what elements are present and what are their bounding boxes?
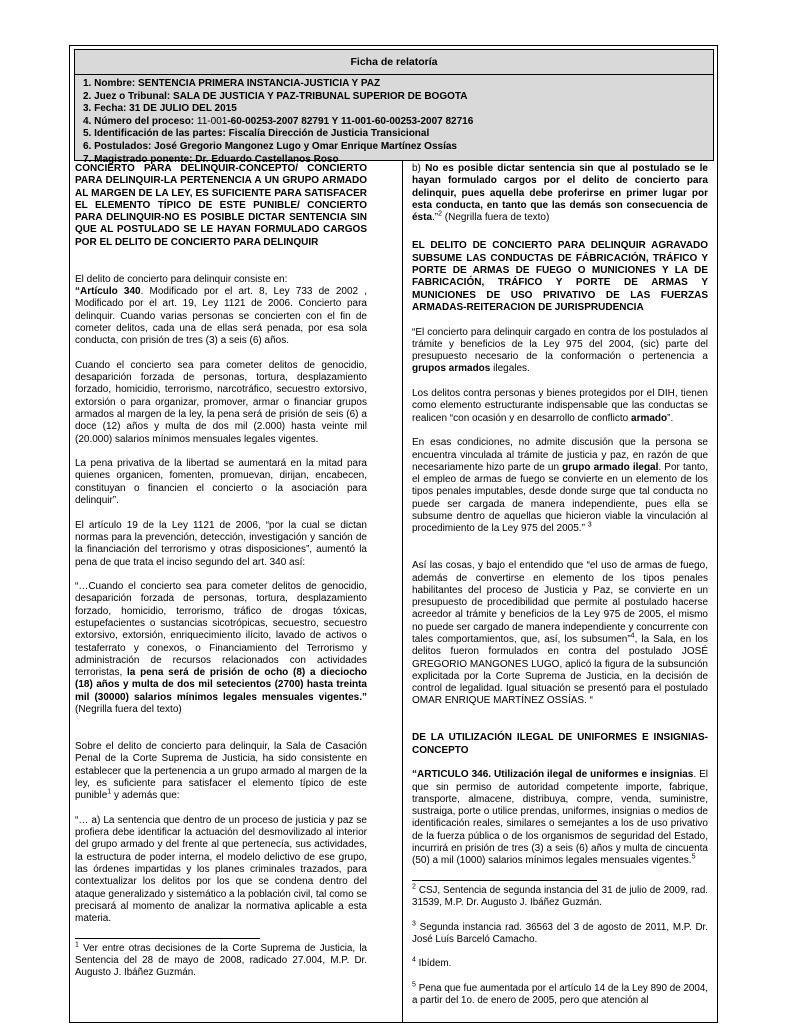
footnote-text: Ibídem. xyxy=(415,958,452,970)
field-value: SALA DE JUSTICIA Y PAZ-TRIBUNAL SUPERIOR DE BOGOTA xyxy=(173,90,468,102)
bold-text: grupo armado ilegal xyxy=(562,461,659,473)
field-label: 1. Nombre: xyxy=(83,78,139,89)
field-value: 31 DE JULIO DEL 2015 xyxy=(129,103,237,115)
text: “El concierto para delinquir cargado en contra de los postulados al trámite y beneficios de la Ley 975 del 2004, (sic) parte del presupuesto necesario de la conformación o pertenencia a xyxy=(412,326,708,363)
field-numero-proceso xyxy=(83,116,707,129)
field-partes xyxy=(83,128,707,141)
footnote-number: 3 xyxy=(412,920,416,928)
field-label: 5. Identificación de las partes: xyxy=(83,128,229,140)
paragraph-b xyxy=(412,163,708,224)
field-nombre xyxy=(83,78,707,91)
footnote-text: Segunda instancia rad. 36563 del 3 de agosto de 2011, M.P. Dr. José Luís Barceló Camacho. xyxy=(412,921,708,945)
footnote-4 xyxy=(412,958,708,970)
field-fecha xyxy=(83,103,707,116)
section-heading-agravado: EL DELITO DE CONCIERTO PARA DELINQUIR AGRAVADO SUBSUME LAS CONDUCTAS DE FÁBRICACIÓN, TRÁFICO Y PORTE DE ARMAS DE FUEGO O MUNICIONES Y LA DE FABRICACIÓN, TRÁFICO Y PORTE DE ARMAS Y MUNICIONES DE USO PRIVATIVO DE LAS FUERZAS ARMADAS-REITERACION DE JURISPRUDENCIA xyxy=(412,240,708,313)
footnote-2 xyxy=(412,885,708,909)
footnote-1 xyxy=(75,943,367,980)
text: “…Cuando el concierto sea para cometer delitos de genocidio, desaparición forzada de personas, tortura, desplazamiento forzado, homicidio, terrorismo, tráfico de drogas tóxicas, estupefacientes o sustancias sicotrópicas, secuestro, secuestro extorsivo, extorsión, enriquecimiento ilícito, lavado de activos o testaferrato y conexos, o Financiamiento del Terrorismo y administración de recursos relacionados con actividades terroristas, xyxy=(75,581,367,679)
field-value: SENTENCIA PRIMERA INSTANCIA-JUSTICIA Y PAZ xyxy=(138,78,381,89)
header-fields xyxy=(83,78,707,166)
field-value-prefix: 11-001 xyxy=(196,115,228,127)
section-heading-uniformes: DE LA UTILIZACIÓN ILEGAL DE UNIFORMES E INSIGNIAS-CONCEPTO xyxy=(412,732,708,756)
footnote-text: Ver entre otras decisiones de la Corte Suprema de Justicia, la Sentencia del 28 de mayo de 2008, radicado 27.004, M.P. Dr. Augusto J. Ibáñez Guzmán. xyxy=(75,942,367,979)
text: En esas condiciones, no admite discusión que la persona se encuentra vinculada al trámite de justicia y paz, en razón de que necesariamente hizo parte de un xyxy=(412,437,708,473)
paragraph xyxy=(412,388,708,425)
text: b) xyxy=(412,163,426,174)
paragraph: El delito de concierto para delinquir consiste en: xyxy=(75,273,288,285)
field-label: 4. Número del proceso: xyxy=(83,115,197,127)
relatoria-header-box xyxy=(74,49,714,165)
footnote-text: CSJ, Sentencia de segunda instancia del 31 de julio de 2009, rad. 31539, M.P. Dr. Augusto J. Ibáñez Guzmán. xyxy=(412,884,708,909)
field-label: 3. Fecha: xyxy=(83,103,130,115)
header-divider xyxy=(75,74,713,75)
footnote-3 xyxy=(412,922,708,946)
paragraph: “… a) La sentencia que dentro de un proceso de justicia y paz se profiera debe identificar la actuación del desmovilizado al interior del grupo armado y del frente al que pertenecía, sus actividades, la estructura de poder interna, el modelo delictivo de ese grupo, las órdenes impartidas y los planes criminales trazados, para contextualizar los delitos por los que se condena dentro del ataque generalizado y sistemático a la población civil, tal como se precisará al momento de analizar la normativa aplicable a esta materia. xyxy=(75,814,367,925)
paragraph-articulo-340 xyxy=(75,286,367,347)
footnote-separator xyxy=(412,880,597,881)
field-value: José Gregorio Mangonez Lugo y Omar Enrique Martínez Ossías xyxy=(154,140,457,152)
paragraph xyxy=(75,741,367,802)
text: Así las cosas, y bajo el entendido que “el uso de armas de fuego, además de convertirse en elemento de los tipos penales habilitantes del proceso de Justicia y Paz, se convierte en un presupuesto de procedibilidad que permite al postulado hacerse acreedor al trámite y beneficios de la Ley 975 de 2005, el mismo no puede ser cargado de manera independiente y concurrente con tales comportamientos, que, así, los subsumen” xyxy=(412,560,708,645)
header-title: Ficha de relatoría xyxy=(350,56,438,68)
footnote-separator xyxy=(75,938,260,939)
footnote-ref[interactable]: 1 xyxy=(107,788,112,796)
text: (Negrilla fuera del texto) xyxy=(75,704,182,716)
paragraph: Cuando el concierto sea para cometer delitos de genocidio, desaparición forzada de personas, tortura, desplazamiento forzado, homicidio, terrorismo, narcotráfico, secuestro extorsivo, extorsión o para organizar, promover, armar o financiar grupos armados al margen de la ley, la pena será de prisión de seis (6) a doce (12) años y multa de dos mil (2.000) hasta veinte mil (20.000) salarios mínimos mensuales legales vigentes. xyxy=(75,359,367,445)
text: . Modificado por el art. 8, Ley 733 de 2002 , Modificado por el art. 19, Ley 1121 de 2006. Concierto para delinquir. Cuando varias personas se concierten con el fin de cometer delitos, cada una de ellas será penada, por esa sola conducta, con prisión de tres (3) a seis (6) años. xyxy=(75,285,367,347)
bold-text: grupos armados xyxy=(412,363,491,375)
text: y además que: xyxy=(111,790,180,802)
left-column xyxy=(75,163,367,992)
footnote-text: Pena que fue aumentada por el artículo 14 de la Ley 890 de 2004, a partir del 1o. de enero de 2005, pero que atención al xyxy=(412,982,708,1007)
paragraph: El artículo 19 de la Ley 1121 de 2006, “por la cual se dictan normas para la prevención, detección, investigación y sanción de la financiación del terrorismo y otras disposiciones”, aumentó la pena de que trata el inciso segundo del art. 340 así: xyxy=(75,519,367,568)
field-value: Dr. Eduardo Castellanos Roso xyxy=(195,153,339,165)
paragraph: La pena privativa de la libertad se aumentará en la mitad para quienes organicen, fomenten, promuevan, dirijan, encabecen, constituyan o financien el concierto o la asociación para delinquir”. xyxy=(75,458,367,507)
paragraph-articulo-346 xyxy=(412,769,708,867)
bold-text: armado xyxy=(631,412,668,424)
text: ”. xyxy=(667,412,674,424)
text: . El que sin permiso de autoridad competente importe, fabrique, transporte, almacene, distribuya, compre, venda, suministre, sustraiga, porte o utilice prendas, uniformes, insignias o medios de identificación reales, similares o semejantes a los de uso privativo de la fuerza pública o de los organismos de seguridad del Estado, incurrirá en prisión de tres (3) a seis (6) años y multa de cincuenta (50) a mil (1000) salarios mínimos legales mensuales vigentes. xyxy=(412,769,708,867)
paragraph xyxy=(412,327,708,376)
field-value: Fiscalía Dirección de Justicia Transicional xyxy=(228,128,430,140)
footnote-ref[interactable]: 4 xyxy=(630,632,635,640)
text: .” xyxy=(432,212,439,224)
text: Los delitos contra personas y bienes protegidos por el DIH, tienen como elemento estructurante indispensable que las conductas se realicen “con ocasión y en desarrollo de conflicto xyxy=(412,388,708,424)
footnote-number: 2 xyxy=(412,883,416,891)
footnote-number: 5 xyxy=(412,981,416,989)
text: . Por tanto, el empleo de armas de fuego se convierte en un elemento de los tipos penales imputables, desde donde surge que tal conducta no puede ser cargada de manera independiente, pues ella se subsume dentro de aquellas que hicieron viable la vinculación al procedimiento de la Ley 975 del 2005.” xyxy=(412,461,709,535)
footnote-ref[interactable]: 3 xyxy=(587,521,592,529)
bold-text: la pena será de prisión de ocho (8) a dieciocho (18) años y multa de dos mil setecientos (2700) hasta treinta mil (30000) salarios mínimos legales mensuales vigentes.” xyxy=(75,667,367,703)
field-label: 7. Magistrado ponente: xyxy=(83,153,196,165)
footnote-number: 1 xyxy=(75,941,79,949)
footnote-ref[interactable]: 5 xyxy=(691,854,696,861)
paragraph xyxy=(412,437,708,535)
footnote-5 xyxy=(412,983,708,1007)
text: , la Sala, en los delitos fueron formulados en contra del postulado JOSÉ GREGORIO MANGONES LUGO, aplicó la figura de la subsunción explicitada por la Corte Suprema de Justicia, en la decisión de control de legalidad. Igual situación se presentó para el postulado OMAR ENRIQUE MARTÍNEZ OSSÍAS. “ xyxy=(412,633,708,707)
footnote-ref[interactable]: 2 xyxy=(438,210,443,218)
text: (Negrilla fuera de texto) xyxy=(442,212,550,224)
text: Sobre el delito de concierto para delinquir, la Sala de Casación Penal de la Corte Suprema de Justicia, ha sido consistente en establecer que la pertenencia a un grupo armado al margen de la ley, es suficiente para satisfacer el elemento típico de este punible xyxy=(75,740,367,802)
field-label: 2. Juez o Tribunal: xyxy=(83,90,174,102)
bold-text: No es posible dictar sentencia sin que al postulado se le hayan formulado cargos por el delito de concierto para delinquir, pues aquella debe proferirse en primer lugar por esta conducta, en tanto que las demás son consecuencia de ésta xyxy=(412,163,708,224)
field-postulados xyxy=(83,141,707,154)
right-column xyxy=(412,163,708,1020)
field-label: 6. Postulados: xyxy=(83,140,155,152)
paragraph xyxy=(412,560,708,708)
field-value: -60-00253-2007 82791 Y 11-001-60-00253-2007 82716 xyxy=(227,115,474,127)
column-divider xyxy=(402,161,403,1023)
section-heading-concierto: CONCIERTO PARA DELINQUIR-CONCEPTO/ CONCIERTO PARA DELINQUIR-LA PERTENENCIA A UN GRUPO ARMADO AL MARGEN DE LA LEY, ES SUFICIENTE PARA SATISFACER EL ELEMENTO TÍPICO DE ESTE PUNIBLE/ CONCIERTO PARA DELINQUIR-NO ES POSIBLE DICTAR SENTENCIA SIN QUE AL POSTULADO SE LE HAYAN FORMULADO CARGOS POR EL DELITO DE CONCIERTO PARA DELINQUIR xyxy=(75,163,367,248)
paragraph-quote xyxy=(75,581,367,716)
bold-text: “Artículo 340 xyxy=(75,285,141,297)
text: ilegales. xyxy=(490,363,530,375)
bold-text: “ARTICULO 346. Utilización ilegal de uniformes e insignias xyxy=(412,769,694,781)
footnote-number: 4 xyxy=(412,957,416,965)
field-tribunal xyxy=(83,91,707,104)
